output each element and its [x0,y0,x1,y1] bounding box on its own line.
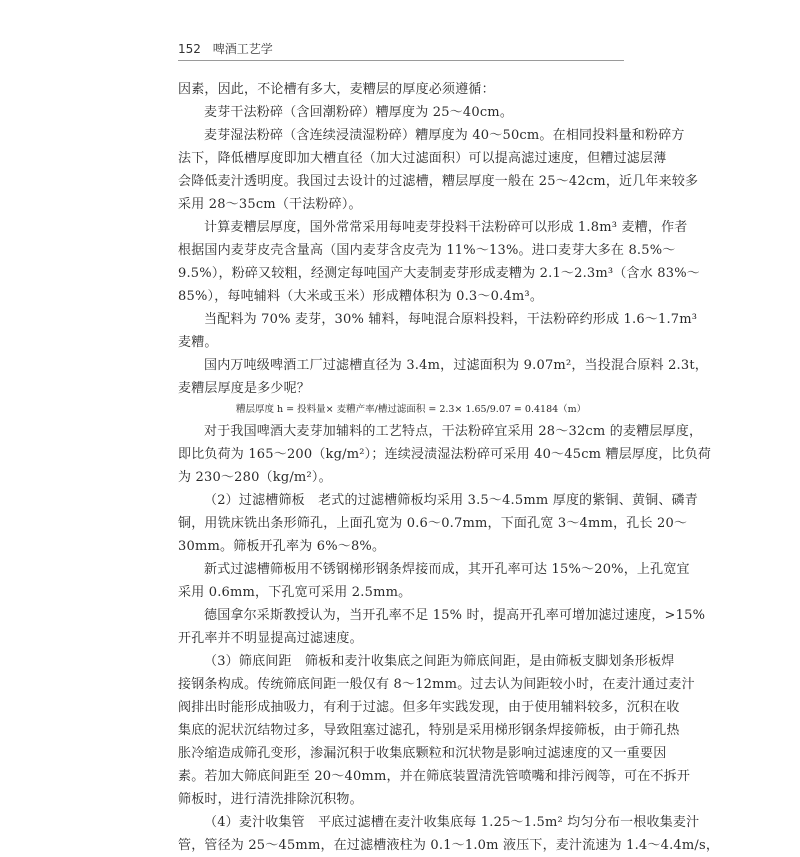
text-line: 30mm。筛板开孔率为 6%～8%。 [178,539,386,554]
book-title: 啤酒工艺学 [212,42,273,56]
text-line: 麦芽干法粉碎（含回潮粉碎）糟厚度为 25～40cm。 [204,105,514,120]
text-line: 根据国内麦芽皮壳含量高（国内麦芽含皮壳为 11%～13%。进口麦芽大多在 8.5%～ [178,243,676,258]
text-line: 素。若加大筛底间距至 20～40mm，并在筛底装置清洗管喷嘴和排污阀等，可在不拆开 [178,769,691,784]
text-line: 国内万吨级啤酒工厂过滤槽直径为 3.4m，过滤面积为 9.07m²，当投混合原料 2.3t， [204,358,708,373]
page-number: 152 [178,42,201,56]
text-line: 开孔率并不明显提高过滤速度。 [178,631,363,646]
body-text [178,78,720,857]
text-line: 计算麦糟层厚度，国外常常采用每吨麦芽投料干法粉碎可以形成 1.8m³ 麦糟，作者 [204,220,688,235]
text-line: 铜，用铣床铣出条形筛孔，上面孔宽为 0.6～0.7mm，下面孔宽 3～4mm，孔长 20～ [178,516,688,531]
text-line: 采用 28～35cm（干法粉碎）。 [178,197,362,212]
text-line: 管，管径为 25～45mm，在过滤槽液柱为 0.1～1.0m 液压下，麦汁流速为 1.4～4.4m/s， [178,838,720,853]
text-line: 85%），每吨辅料（大米或玉米）形成糟体积为 0.3～0.4m³。 [178,289,544,304]
text-line: 9.5%），粉碎又较粗，经测定每吨国产大麦制麦芽形成麦糟为 2.1～2.3m³（含水 83%～ [178,266,700,281]
text-line: 阀排出时能形成抽吸力，有利于过滤。但多年实践发现，由于使用辅料较多，沉积在收 [178,700,680,715]
text-line: 即比负荷为 165～200（kg/m²）；连续浸渍湿法粉碎可采用 40～45cm 糟层厚度，比负荷 [178,447,712,462]
text-line: 因素，因此，不论槽有多大，麦糟层的厚度必须遵循： [178,82,495,97]
text-line: （4）麦汁收集管 平底过滤槽在麦汁收集底每 1.25～1.5m² 均匀分布一根收集麦汁 [204,815,700,830]
text-line: 胀冷缩造成筛孔变形，渗漏沉积于收集底颗粒和沉状物是影响过滤速度的又一重要因 [178,746,667,761]
text-line: 新式过滤槽筛板用不锈钢梯形钢条焊接而成，其开孔率可达 15%～20%，上孔宽宜 [204,562,690,577]
text-line: （2）过滤槽筛板 老式的过滤槽筛板均采用 3.5～4.5mm 厚度的紫铜、黄铜、磷青 [204,493,698,508]
text-line: 筛板时，进行清洗排除沉积物。 [178,792,363,807]
running-head [178,40,273,57]
text-line: 会降低麦汁透明度。我国过去设计的过滤槽，糟层厚度一般在 25～42cm，近几年来较多 [178,174,699,189]
text-line: 麦糟层厚度是多少呢？ [178,381,311,396]
header-rule [178,60,624,61]
text-line: （3）筛底间距 筛板和麦汁收集底之间距为筛底间距，是由筛板支脚划条形板焊 [204,654,675,669]
text-line: 接钢条构成。传统筛底间距一般仅有 8～12mm。过去认为间距较小时，在麦汁通过麦汁 [178,677,695,692]
text-line: 集底的泥状沉结物过多，导致阻塞过滤孔，特别是采用梯形钢条焊接筛板，由于筛孔热 [178,723,680,738]
text-line: 为 230～280（kg/m²）。 [178,470,332,485]
text-line: 法下，降低槽厚度即加大槽直径（加大过滤面积）可以提高滤过速度，但糟过滤层薄 [178,151,667,166]
text-line: 采用 0.6mm，下孔宽可采用 2.5mm。 [178,585,412,600]
text-line: 当配料为 70% 麦芽，30% 辅料，每吨混合原料投料，干法粉碎约形成 1.6～1.7m³ [204,312,698,327]
text-line: 麦芽湿法粉碎（含连续浸渍湿粉碎）糟厚度为 40～50cm。在相同投料量和粉碎方 [204,128,685,143]
formula-line: 糟层厚度 h = 投料量× 麦糟产率/槽过滤面积 = 2.3× 1.65/9.07 = 0.4184（m） [236,404,587,415]
text-line: 麦糟。 [178,335,218,350]
text-line: 德国拿尔采斯教授认为，当开孔率不足 15% 时，提高开孔率可增加滤过速度，>15% [204,608,706,623]
text-line: 对于我国啤酒大麦芽加辅料的工艺特点，干法粉碎宜采用 28～32cm 的麦糟层厚度， [204,424,703,439]
